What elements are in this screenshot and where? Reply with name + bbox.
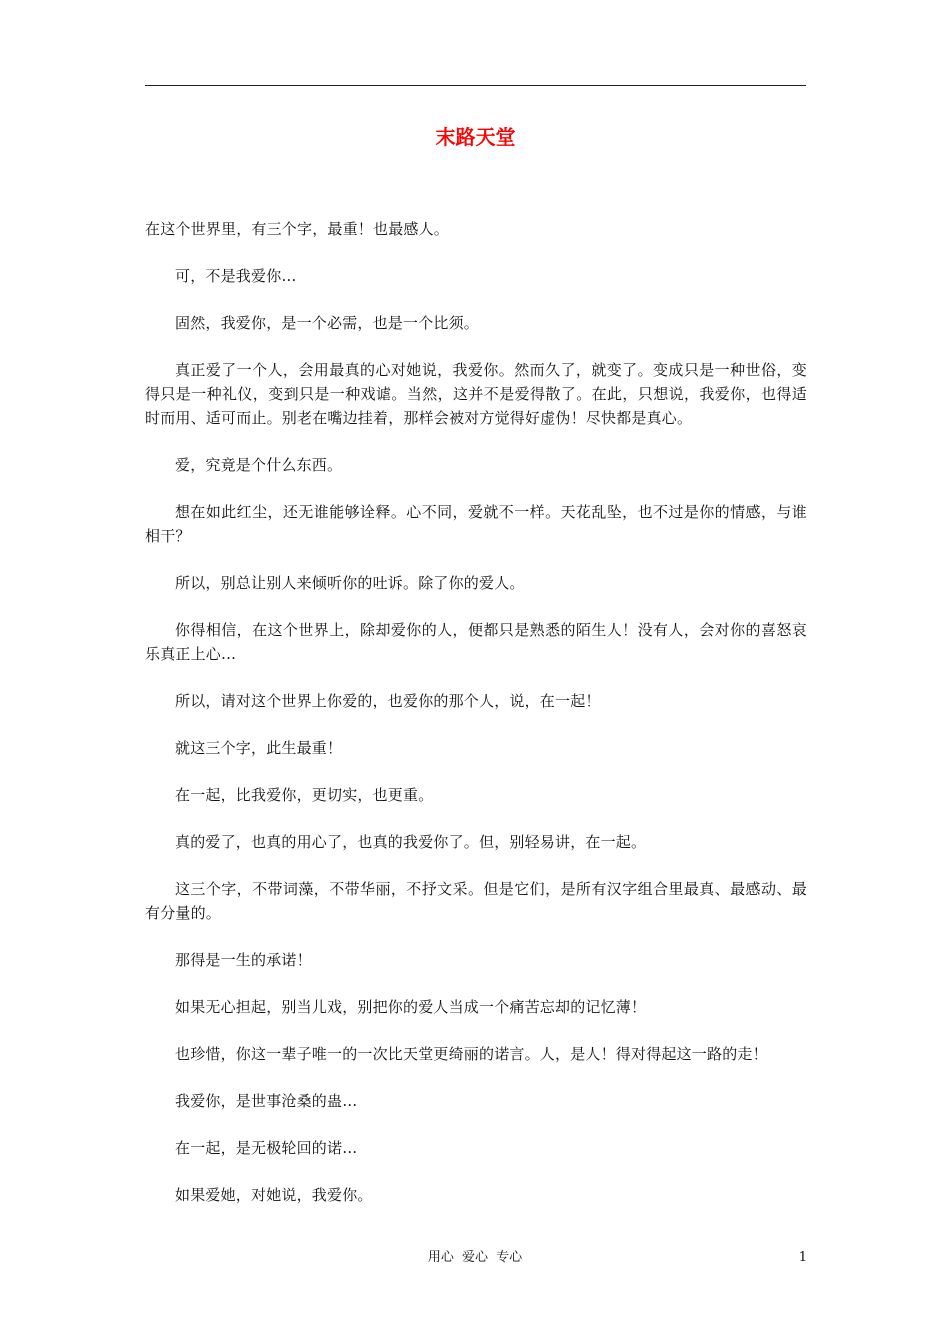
paragraph: 在一起，比我爱你，更切实，也更重。 — [175, 786, 434, 804]
paragraph: 就这三个字，此生最重！ — [175, 739, 343, 757]
paragraph: 真的爱了，也真的用心了，也真的我爱你了。但，别轻易讲，在一起。 — [175, 833, 647, 851]
paragraph: 这三个字，不带词藻，不带华丽，不抒文采。但是它们，是所有汉字组合里最真、最感动、最有分量的。 — [145, 880, 807, 922]
paragraph: 在一起，是无极轮回的诺… — [175, 1139, 358, 1157]
document-title: 末路天堂 — [435, 125, 516, 149]
paragraph: 在这个世界里，有三个字，最重！也最感人。 — [145, 220, 450, 238]
paragraph: 你得相信，在这个世界上，除却爱你的人，便都只是熟悉的陌生人！没有人，会对你的喜怒哀乐真正上心… — [145, 621, 807, 663]
paragraph: 固然，我爱你，是一个必需，也是一个比须。 — [175, 314, 480, 332]
header-rule — [145, 85, 806, 86]
paragraph: 真正爱了一个人，会用最真的心对她说，我爱你。然而久了，就变了。变成只是一种世俗，变得只是一种礼仪，变到只是一种戏谑。当然，这并不是爱得散了。在此，只想说，我爱你，也得适时而用、适可而止。别老在嘴边挂着，那样会被对方觉得好虚伪！尽快都是真心。 — [145, 361, 807, 427]
paragraph: 如果无心担起，别当儿戏，别把你的爱人当成一个痛苦忘却的记忆薄！ — [175, 998, 647, 1016]
page-number: 1 — [798, 1250, 807, 1265]
paragraph: 也珍惜，你这一辈子唯一的一次比天堂更绮丽的诺言。人，是人！得对得起这一路的走！ — [175, 1045, 768, 1063]
paragraph: 所以，别总让别人来倾听你的吐诉。除了你的爱人。 — [175, 574, 525, 592]
paragraph: 所以，请对这个世界上你爱的，也爱你的那个人，说，在一起！ — [175, 692, 601, 710]
footer-motto: 用心 爱心 专心 — [427, 1250, 523, 1265]
paragraph: 想在如此红尘，还无谁能够诠释。心不同，爱就不一样。天花乱坠，也不过是你的情感，与谁相干？ — [145, 503, 807, 545]
paragraph: 如果爱她，对她说，我爱你。 — [175, 1186, 373, 1204]
document-body — [145, 217, 807, 1230]
paragraph: 那得是一生的承诺！ — [175, 951, 312, 969]
paragraph: 我爱你，是世事沧桑的蛊… — [175, 1092, 358, 1110]
paragraph: 爱，究竟是个什么东西。 — [175, 456, 343, 474]
paragraph: 可，不是我爱你… — [175, 267, 297, 285]
